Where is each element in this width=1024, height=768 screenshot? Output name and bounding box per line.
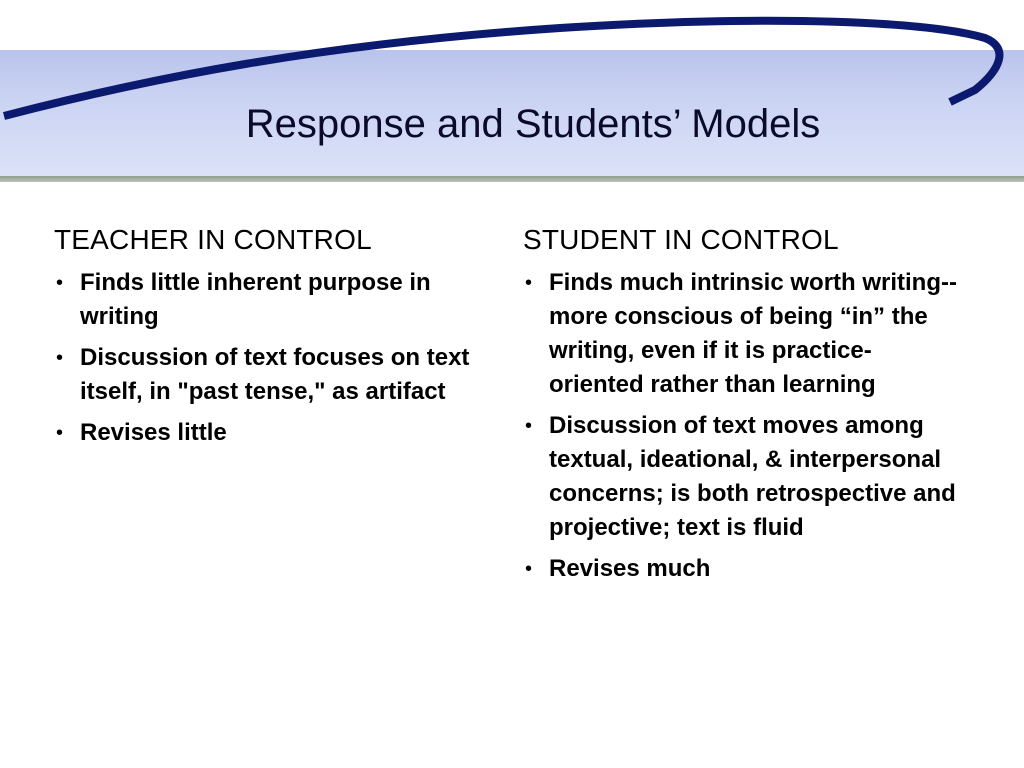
bullet-icon: • [56,272,64,294]
bullet-icon: • [56,422,64,444]
list-item [54,341,474,409]
bullet-icon: • [525,558,533,580]
bullet-text: Finds little inherent purpose in writing [80,269,431,330]
column-heading-teacher: TEACHER IN CONTROL [54,224,372,255]
header-divider [0,176,1024,182]
list-item [523,266,963,402]
list-item [523,552,963,586]
student-control-column [523,222,963,593]
bullet-text: Finds much intrinsic worth writing--more conscious of being “in” the writing, even if it is practice-oriented rather than learning [549,269,957,398]
list-item [54,416,474,450]
bullet-icon: • [525,272,533,294]
bullet-text: Revises little [80,419,227,446]
bullet-text: Discussion of text moves among textual, ideational, & interpersonal concerns; is both retrospective and projective; text is fluid [549,412,956,541]
slide-title: Response and Students’ Models [245,102,821,146]
bullet-icon: • [525,415,533,437]
bullet-text: Discussion of text focuses on text itself, in "past tense," as artifact [80,344,470,405]
teacher-bullet-list [54,266,474,450]
column-heading-student: STUDENT IN CONTROL [523,224,839,255]
teacher-control-column [54,222,474,457]
bullet-icon: • [56,347,64,369]
list-item [54,266,474,334]
bullet-text: Revises much [549,555,711,582]
list-item [523,409,963,545]
student-bullet-list [523,266,963,586]
